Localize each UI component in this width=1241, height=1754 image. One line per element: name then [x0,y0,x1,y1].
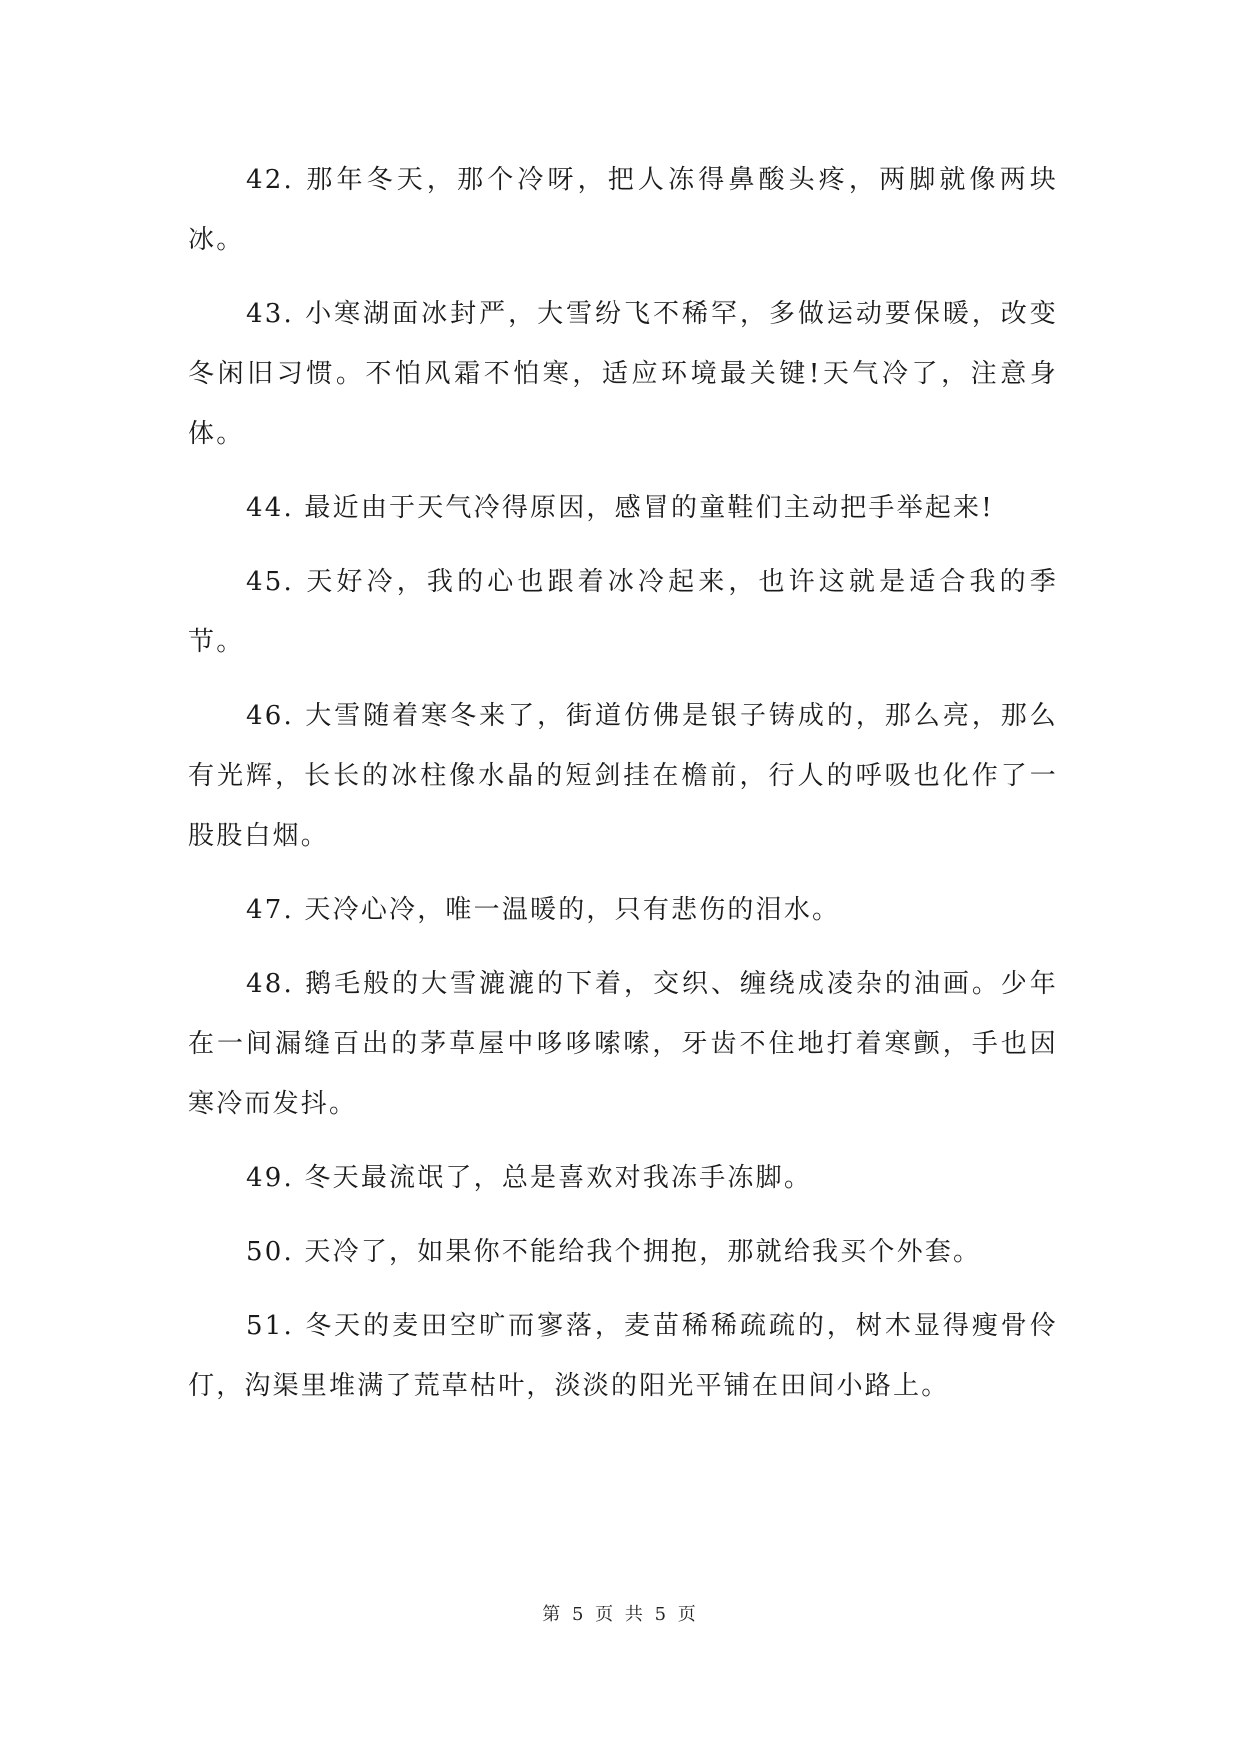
page-footer [0,1600,1241,1626]
page-number-label: 第 5 页 共 5 页 [542,1604,699,1625]
paragraph-46: 46. 大雪随着寒冬来了，街道仿佛是银子铸成的，那么亮，那么有光辉，长长的冰柱像水晶的短剑挂在檐前，行人的呼吸也化作了一股股白烟。 [188,701,1058,851]
paragraph-42: 42. 那年冬天，那个冷呀，把人冻得鼻酸头疼，两脚就像两块冰。 [188,165,1058,255]
paragraph-47: 47. 天冷心冷，唯一温暖的，只有悲伤的泪水。 [246,895,841,925]
paragraph-43: 43. 小寒湖面冰封严，大雪纷飞不稀罕，多做运动要保暖，改变冬闲旧习惯。不怕风霜不怕寒，适应环境最关键!天气冷了，注意身体。 [188,299,1058,449]
paragraph-50: 50. 天冷了，如果你不能给我个拥抱，那就给我买个外套。 [246,1237,982,1267]
paragraph-51: 51. 冬天的麦田空旷而寥落，麦苗稀稀疏疏的，树木显得瘦骨伶仃，沟渠里堆满了荒草枯叶，淡淡的阳光平铺在田间小路上。 [188,1311,1058,1401]
paragraph-49: 49. 冬天最流氓了，总是喜欢对我冻手冻脚。 [246,1163,813,1193]
paragraph-45: 45. 天好冷，我的心也跟着冰冷起来，也许这就是适合我的季节。 [188,567,1058,657]
document-body [188,150,1058,1430]
paragraph-44: 44. 最近由于天气冷得原因，感冒的童鞋们主动把手举起来! [246,493,994,523]
paragraph-48: 48. 鹅毛般的大雪漉漉的下着，交织、缠绕成凌杂的油画。少年在一间漏缝百出的茅草屋中哆哆嗦嗦，牙齿不住地打着寒颤，手也因寒冷而发抖。 [188,969,1058,1119]
